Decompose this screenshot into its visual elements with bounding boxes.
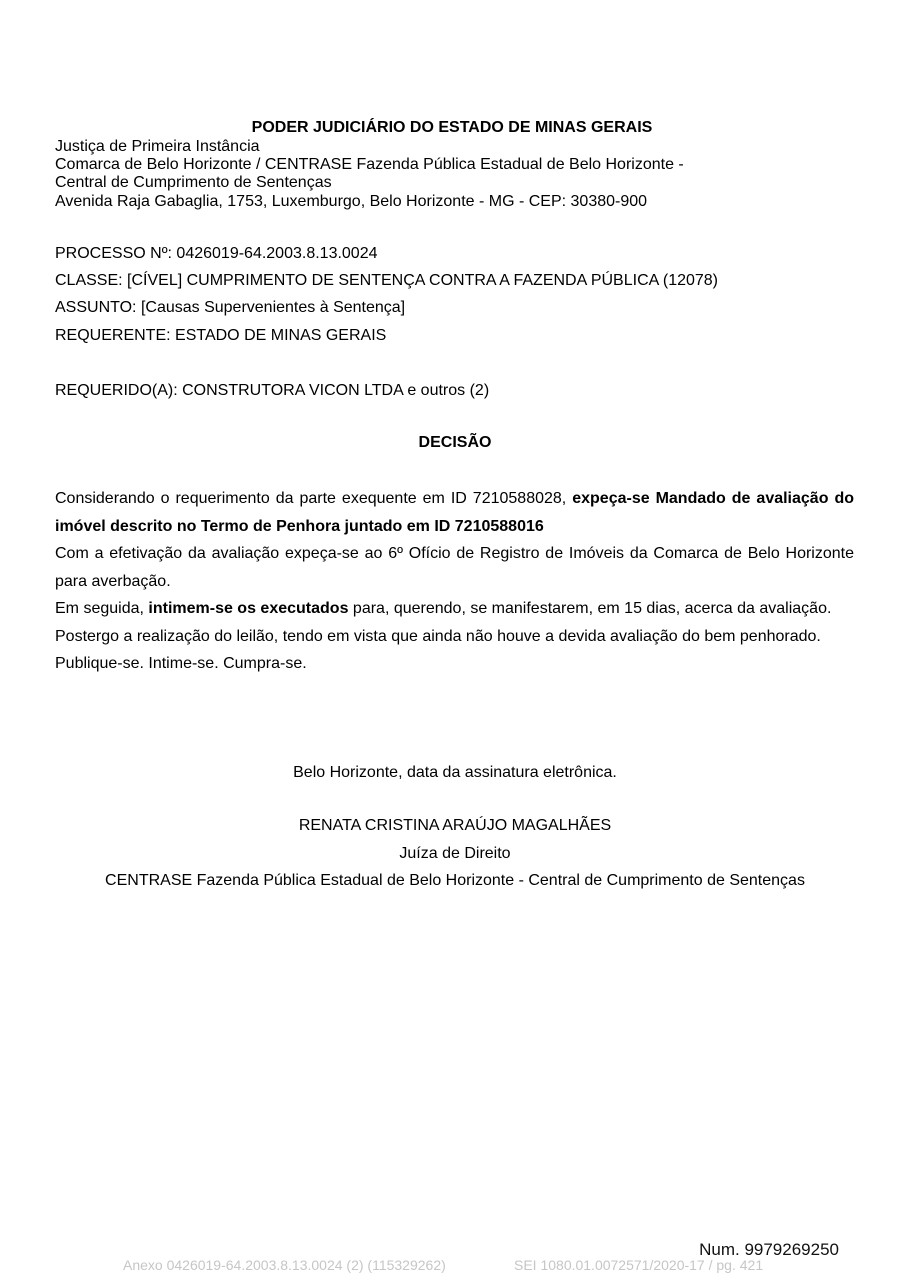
classe-field: CLASSE: [CÍVEL] CUMPRIMENTO DE SENTENÇA CONTRA A FAZENDA PÚBLICA (12078)	[55, 272, 719, 289]
decision-emphasis-1: expeça-se Mandado de avaliação do imóvel descrito no Termo de Penhora juntado em ID 7210588016	[55, 490, 854, 535]
requerido-field: REQUERIDO(A): CONSTRUTORA VICON LTDA e outros (2)	[55, 382, 490, 399]
address-line: Avenida Raja Gabaglia, 1753, Luxemburgo, Belo Horizonte - MG - CEP: 30380-900	[55, 193, 648, 210]
central-line: Central de Cumprimento de Sentenças	[55, 174, 332, 191]
decision-emphasis-3: intimem-se os executados	[148, 600, 349, 617]
decision-paragraph-4: Postergo a realização do leilão, tendo em vista que ainda não houve a devida avaliação do bem penhorado.	[55, 627, 821, 645]
document-number: Num. 9979269250	[699, 1240, 839, 1259]
decision-paragraph-2: Com a efetivação da avaliação expeça-se ao 6º Ofício de Registro de Imóveis da Comarca de Belo Horizonte para averbação.	[55, 545, 854, 590]
decision-body	[55, 485, 854, 678]
court-title: PODER JUDICIÁRIO DO ESTADO DE MINAS GERAIS	[251, 119, 653, 136]
decision-title: DECISÃO	[418, 434, 492, 451]
instance-line: Justiça de Primeira Instância	[55, 138, 260, 155]
place-date: Belo Horizonte, data da assinatura eletrônica.	[293, 764, 617, 781]
sei-reference: SEI 1080.01.0072571/2020-17 / pg. 421	[514, 1257, 764, 1273]
judge-name: RENATA CRISTINA ARAÚJO MAGALHÃES	[298, 817, 612, 834]
decision-paragraph-3: Em seguida, intimem-se os executados para, querendo, se manifestarem, em 15 dias, acerca da avaliação.	[55, 600, 832, 617]
decision-paragraph-1: Considerando o requerimento da parte exequente em ID 7210588028, expeça-se Mandado de avaliação do imóvel descrito no Termo de Penhora juntado em ID 7210588016	[55, 490, 854, 535]
judge-role: Juíza de Direito	[399, 845, 511, 862]
processo-field: PROCESSO Nº: 0426019-64.2003.8.13.0024	[55, 245, 378, 262]
annex-reference: Anexo 0426019-64.2003.8.13.0024 (2) (115329262)	[123, 1257, 446, 1273]
decision-paragraph-5: Publique-se. Intime-se. Cumpra-se.	[55, 655, 307, 672]
assunto-field: ASSUNTO: [Causas Supervenientes à Sentença]	[55, 299, 406, 316]
requerente-field: REQUERENTE: ESTADO DE MINAS GERAIS	[55, 327, 387, 344]
comarca-line: Comarca de Belo Horizonte / CENTRASE Fazenda Pública Estadual de Belo Horizonte -	[55, 156, 684, 173]
judge-unit: CENTRASE Fazenda Pública Estadual de Belo Horizonte - Central de Cumprimento de Sentenças	[105, 872, 805, 889]
